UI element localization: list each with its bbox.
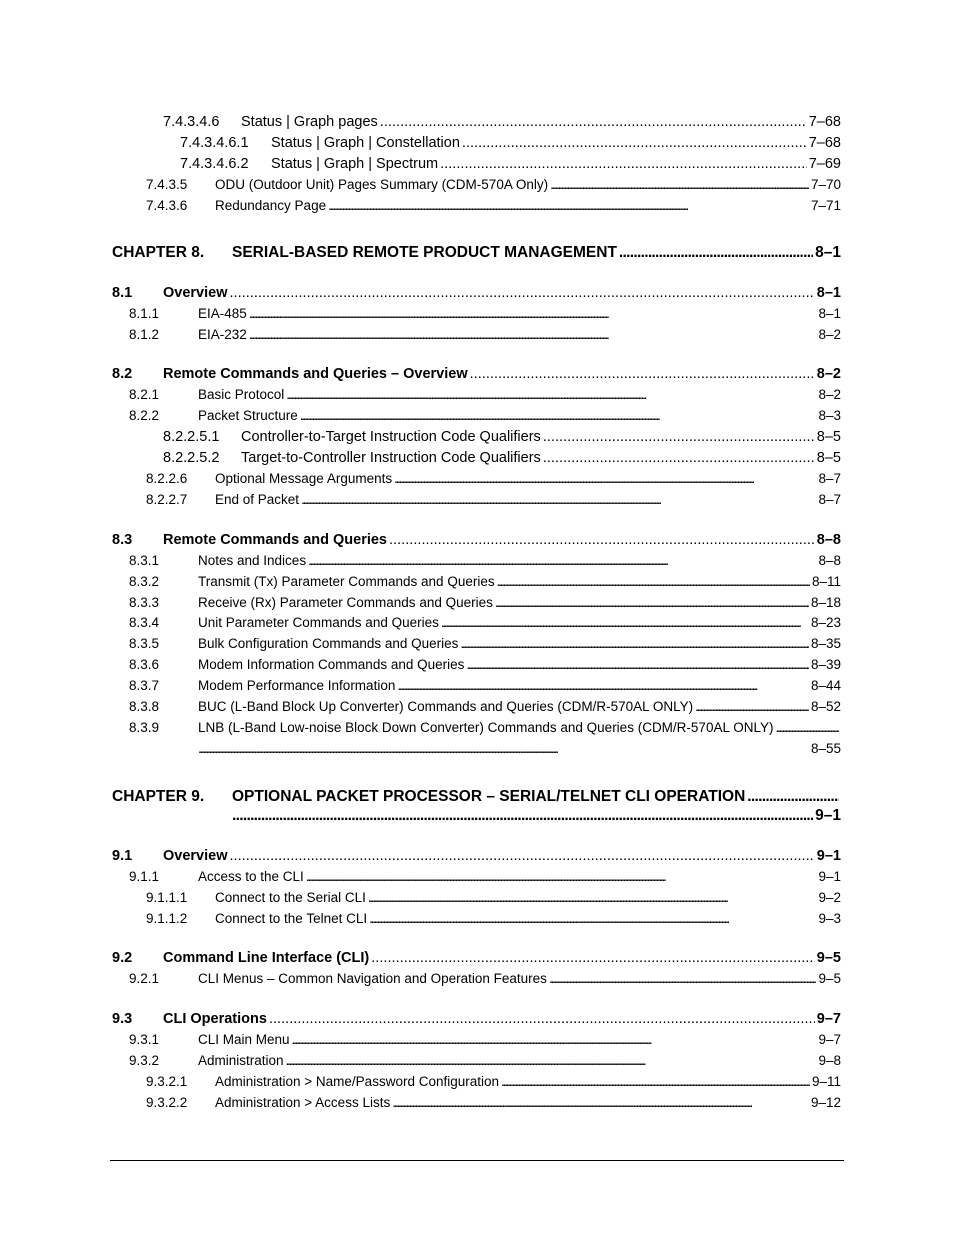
toc-entry-title: Overview	[163, 285, 228, 301]
toc-entry-title: Bulk Configuration Commands and Queries	[198, 636, 459, 651]
toc-entry[interactable]	[146, 490, 841, 510]
toc-dot-leader	[230, 283, 815, 303]
toc-entry-page: 8–23	[810, 615, 841, 630]
toc-dot-leader	[249, 325, 817, 345]
toc-dot-leader	[441, 613, 809, 633]
toc-entry-title: Target-to-Controller Instruction Code Qualifiers	[241, 450, 541, 466]
toc-entry-page: 9–7	[818, 1032, 841, 1047]
toc-entry-title: EIA-232	[198, 327, 247, 342]
toc-entry[interactable]	[112, 283, 841, 303]
toc-entry[interactable]	[129, 1030, 841, 1050]
toc-entry-title: Optional Message Arguments	[215, 471, 393, 486]
footer-rule	[110, 1160, 844, 1161]
toc-entry[interactable]	[129, 718, 841, 738]
toc-entry-page: 8–5	[816, 429, 841, 445]
toc-entry-title: BUC (L-Band Block Up Converter) Commands and Queries (CDM/R-570AL ONLY)	[198, 699, 694, 714]
toc-entry-page: 7–70	[810, 177, 841, 192]
toc-entry-number: 9.3.2	[129, 1053, 160, 1068]
toc-entry-number: 8.2.2	[129, 408, 160, 423]
toc-dot-leader	[392, 1093, 809, 1113]
toc-entry-number: 8.1	[112, 285, 133, 301]
toc-entry-number: 9.2	[112, 950, 133, 966]
toc-entry-title: EIA-485	[198, 306, 247, 321]
toc-entry-number: 9.1.1.1	[146, 890, 188, 905]
toc-entry-number: 8.3.7	[129, 678, 160, 693]
toc-entry-title: Controller-to-Target Instruction Code Qualifiers	[241, 429, 541, 445]
toc-entry-page: 8–39	[810, 657, 841, 672]
toc-entry-title: Redundancy Page	[215, 198, 327, 213]
toc-entry[interactable]	[112, 243, 841, 263]
toc-entry-page: 8–5	[816, 450, 841, 466]
toc-entry-number: CHAPTER 9.	[112, 788, 205, 805]
toc-entry-number: 9.1.1	[129, 869, 160, 884]
toc-entry-number: 8.2.2.5.1	[163, 429, 220, 445]
toc-entry-number: 7.4.3.6	[146, 198, 188, 213]
toc-dot-leader	[308, 551, 816, 571]
toc-entry-number: CHAPTER 8.	[112, 244, 205, 261]
toc-entry-number: 8.2.2.6	[146, 471, 188, 486]
toc-dot-leader	[501, 1072, 810, 1092]
toc-entry-page: 9–1	[815, 807, 841, 824]
toc-entry-page: 8–7	[818, 471, 841, 486]
toc-entry[interactable]	[180, 154, 841, 174]
toc-dot-leader	[462, 133, 807, 153]
toc-entry-page: 8–1	[816, 285, 841, 301]
toc-entry[interactable]	[129, 325, 841, 345]
toc-entry[interactable]	[112, 846, 841, 866]
toc-entry-title: Administration > Access Lists	[215, 1095, 391, 1110]
toc-entry-page: 8–2	[818, 327, 841, 342]
toc-dot-leader	[543, 448, 815, 468]
toc-dot-leader	[249, 304, 817, 324]
toc-entry-number: 9.3.2.1	[146, 1074, 188, 1089]
toc-entry-number: 8.3.9	[129, 720, 160, 735]
toc-entry[interactable]	[129, 572, 841, 592]
toc-entry[interactable]	[129, 406, 841, 426]
toc-entry-title: Unit Parameter Commands and Queries	[198, 615, 439, 630]
toc-dot-leader	[286, 385, 816, 405]
toc-dot-leader	[328, 196, 809, 216]
toc-entry-page: 8–1	[818, 306, 841, 321]
toc-entry-page: 7–69	[808, 156, 841, 172]
toc-entry-number: 8.1.1	[129, 306, 160, 321]
toc-entry[interactable]	[112, 1009, 841, 1029]
toc-dot-leader	[466, 655, 809, 675]
toc-entry-title: Remote Commands and Queries	[163, 532, 387, 548]
toc-dot-leader	[301, 490, 816, 510]
toc-entry-number: 8.2.2.5.2	[163, 450, 220, 466]
toc-entry-number: 8.3.1	[129, 553, 160, 568]
toc-entry-number: 7.4.3.4.6.2	[180, 156, 249, 172]
toc-entry-title: Modem Information Commands and Queries	[198, 657, 465, 672]
toc-dot-leader	[470, 364, 815, 384]
toc-entry-number: 8.3.5	[129, 636, 160, 651]
toc-dot-leader	[286, 1051, 817, 1071]
toc-entry[interactable]	[112, 787, 841, 807]
toc-entry-number: 9.3	[112, 1011, 133, 1027]
toc-entry-title: Modem Performance Information	[198, 678, 396, 693]
toc-entry-title: Status | Graph | Constellation	[271, 135, 460, 151]
toc-entry-page: 8–55	[810, 741, 841, 756]
toc-dot-leader	[397, 676, 809, 696]
toc-entry-page: 9–11	[811, 1074, 841, 1089]
toc-entry[interactable]	[146, 888, 841, 908]
toc-dot-leader	[389, 530, 815, 550]
toc-entry-title: Command Line Interface (CLI)	[163, 950, 370, 966]
toc-entry[interactable]	[112, 948, 841, 968]
toc-entry[interactable]	[129, 385, 841, 405]
toc-dot-leader	[230, 846, 815, 866]
toc-entry-number: 8.3	[112, 532, 133, 548]
toc-entry-page: 9–1	[816, 848, 841, 864]
toc-entry-number: 8.3.8	[129, 699, 160, 714]
toc-dot-leader	[292, 1030, 817, 1050]
toc-entry-page: 8–44	[810, 678, 841, 693]
toc-dot-leader	[269, 1009, 815, 1029]
toc-dot-leader	[549, 969, 817, 989]
toc-entry-page: 8–18	[810, 595, 841, 610]
toc-entry-title: CLI Operations	[163, 1011, 267, 1027]
toc-entry[interactable]	[163, 448, 841, 468]
toc-entry-title: CLI Menus – Common Navigation and Operation Features	[198, 971, 547, 986]
toc-entry-title: Connect to the Telnet CLI	[215, 911, 368, 926]
toc-entry-number: 9.3.1	[129, 1032, 160, 1047]
toc-dot-leader	[394, 469, 816, 489]
toc-entry-title: CLI Main Menu	[198, 1032, 290, 1047]
toc-dot-leader	[369, 909, 816, 929]
toc-entry-page: 9–2	[818, 890, 841, 905]
toc-entry[interactable]	[129, 304, 841, 324]
toc-entry-title: Access to the CLI	[198, 869, 304, 884]
toc-entry-title: Transmit (Tx) Parameter Commands and Queries	[198, 574, 495, 589]
toc-entry-number: 8.3.2	[129, 574, 160, 589]
toc-entry-number: 8.3.4	[129, 615, 160, 630]
toc-entry-title: Basic Protocol	[198, 387, 285, 402]
toc-entry-title: Administration	[198, 1053, 284, 1068]
toc-dot-leader	[543, 427, 815, 447]
toc-entry-page: 7–68	[808, 135, 841, 151]
toc-entry[interactable]	[146, 909, 841, 929]
toc-entry[interactable]	[146, 196, 841, 216]
toc-entry[interactable]	[112, 364, 841, 384]
toc-entry[interactable]	[112, 530, 841, 550]
toc-entry-number: 7.4.3.5	[146, 177, 188, 192]
toc-dot-leader	[495, 593, 809, 613]
toc-dot-leader	[306, 867, 817, 887]
toc-entry-page: 8–2	[816, 366, 841, 382]
toc-dot-leader	[371, 948, 815, 968]
toc-entry[interactable]	[129, 634, 841, 654]
toc-dot-leader	[695, 697, 809, 717]
toc-entry-number: 9.1	[112, 848, 133, 864]
toc-entry-title: OPTIONAL PACKET PROCESSOR – SERIAL/TELNET CLI OPERATION	[232, 788, 746, 805]
toc-dot-leader	[497, 572, 810, 592]
toc-entry-number: 9.2.1	[129, 971, 160, 986]
toc-entry-title: Notes and Indices	[198, 553, 307, 568]
toc-entry[interactable]	[180, 133, 841, 153]
toc-entry-number: 8.2	[112, 366, 133, 382]
toc-entry[interactable]	[129, 867, 841, 887]
toc-entry-number: 8.2.1	[129, 387, 160, 402]
toc-entry-title: Packet Structure	[198, 408, 298, 423]
toc-dot-leader	[380, 112, 807, 132]
toc-entry-title: Receive (Rx) Parameter Commands and Queries	[198, 595, 493, 610]
toc-entry-title: Status | Graph pages	[241, 114, 378, 130]
toc-entry-number: 8.2.2.7	[146, 492, 188, 507]
toc-dot-leader	[440, 154, 807, 174]
toc-entry[interactable]	[129, 613, 841, 633]
toc-entry-title: LNB (L-Band Low-noise Block Down Converter) Commands and Queries (CDM/R-570AL ONLY)	[198, 720, 774, 735]
toc-entry-number: 8.3.6	[129, 657, 160, 672]
toc-entry[interactable]	[129, 969, 841, 989]
toc-entry-page: 8–8	[816, 532, 841, 548]
toc-dot-leader	[775, 718, 839, 738]
toc-entry-page: 8–8	[818, 553, 841, 568]
toc-entry-page: 7–71	[810, 198, 841, 213]
toc-entry-page: 8–2	[818, 387, 841, 402]
toc-entry[interactable]	[163, 427, 841, 447]
toc-dot-leader	[550, 175, 809, 195]
toc-entry-page: 8–3	[818, 408, 841, 423]
toc-entry-number: 8.1.2	[129, 327, 160, 342]
toc-dot-leader	[368, 888, 817, 908]
toc-entry[interactable]	[146, 469, 841, 489]
toc-entry-title: Remote Commands and Queries – Overview	[163, 366, 468, 382]
toc-entry-title: Status | Graph | Spectrum	[271, 156, 439, 172]
toc-entry[interactable]	[129, 593, 841, 613]
toc-entry-title: Administration > Name/Password Configuration	[215, 1074, 500, 1089]
toc-entry-number: 9.3.2.2	[146, 1095, 188, 1110]
toc-entry[interactable]	[163, 112, 841, 132]
toc-entry-number: 7.4.3.4.6	[163, 114, 220, 130]
toc-entry[interactable]	[129, 1051, 841, 1071]
toc-entry[interactable]	[129, 551, 841, 571]
toc-entry-number: 8.3.3	[129, 595, 160, 610]
toc-entry-continuation[interactable]	[198, 739, 841, 759]
toc-entry[interactable]	[146, 1072, 841, 1092]
toc-entry[interactable]	[129, 697, 841, 717]
toc-entry-title: SERIAL-BASED REMOTE PRODUCT MANAGEMENT	[232, 244, 617, 261]
toc-entry-page: 9–5	[818, 971, 841, 986]
toc-entry[interactable]	[129, 676, 841, 696]
toc-entry-page: 9–5	[816, 950, 841, 966]
toc-dot-leader	[232, 806, 813, 826]
toc-entry-page: 9–12	[810, 1095, 841, 1110]
toc-entry-page: 9–7	[816, 1011, 841, 1027]
toc-dot-leader	[198, 739, 809, 759]
toc-dot-leader	[300, 406, 817, 426]
toc-entry-page: 8–35	[810, 636, 841, 651]
toc-entry-page: 8–7	[818, 492, 841, 507]
toc-entry-page: 8–11	[811, 574, 841, 589]
toc-entry-page: 9–8	[818, 1053, 841, 1068]
toc-entry-title: Connect to the Serial CLI	[215, 890, 366, 905]
toc-entry-page: 9–1	[818, 869, 841, 884]
toc-entry[interactable]	[146, 1093, 841, 1113]
toc-dot-leader	[460, 634, 809, 654]
toc-entry-number: 7.4.3.4.6.1	[180, 135, 249, 151]
toc-entry-number: 9.1.1.2	[146, 911, 188, 926]
toc-entry-page: 8–1	[815, 244, 841, 261]
toc-dot-leader	[747, 787, 839, 807]
toc-entry-title: End of Packet	[215, 492, 300, 507]
toc-entry-page: 7–68	[808, 114, 841, 130]
toc-entry-title: ODU (Outdoor Unit) Pages Summary (CDM-570A Only)	[215, 177, 549, 192]
toc-entry-continuation[interactable]	[232, 806, 841, 826]
toc-entry-page: 9–3	[818, 911, 841, 926]
toc-entry-title: Overview	[163, 848, 228, 864]
toc-entry[interactable]	[146, 175, 841, 195]
toc-entry-page: 8–52	[810, 699, 841, 714]
toc-entry[interactable]	[129, 655, 841, 675]
toc-dot-leader	[619, 243, 813, 263]
